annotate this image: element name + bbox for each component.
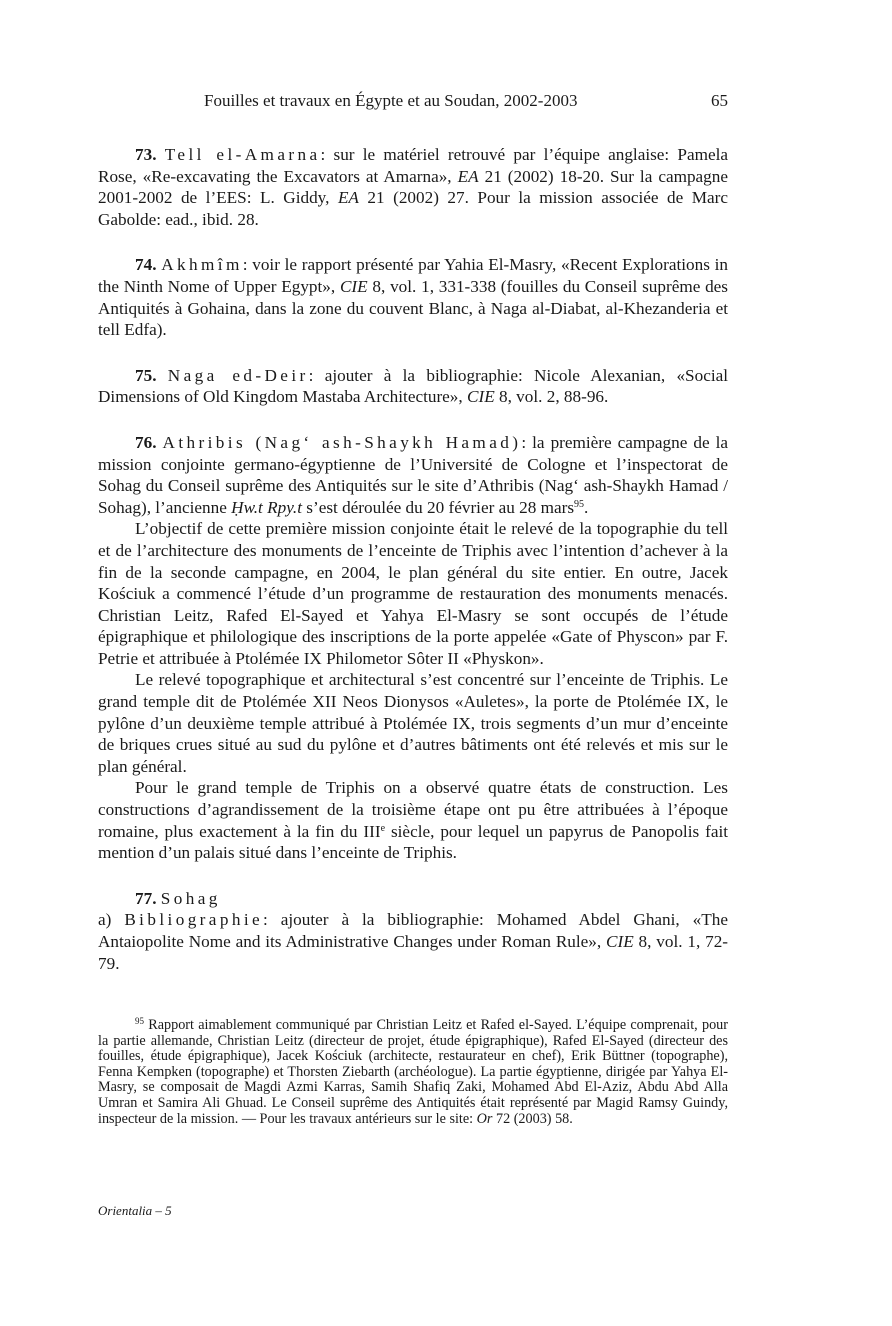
entry-number: 74. <box>135 255 157 275</box>
running-header <box>98 91 728 115</box>
journal-abbrev-2: EA <box>337 188 359 208</box>
entry-75 <box>98 365 728 408</box>
footnote-ref: 95 <box>574 498 585 510</box>
page-number: 65 <box>711 91 728 110</box>
journal-abbrev: Or <box>476 1110 493 1127</box>
paragraph: Le relevé topographique et architectural s’est concentré sur l’enceinte de Triphis. Le grand temple dit de Ptolémée XII Neos Dionysos «Auletes», la porte de Ptolémée IX, le pylône d’un deuxième temple attribué à Ptolémée IX, trois segments d’un mur d’enceinte de briques crues situé au sud du pylône et d’autres bâtiments ont été relevés et mis sur le plan général. <box>98 670 728 776</box>
journal-abbrev: CIE <box>339 276 368 296</box>
entry-text-2: 21 (2002) 18-20. Sur la campagne 2001-2002 de l’EES: L. Giddy, <box>98 166 728 208</box>
entry-74 <box>98 254 728 340</box>
sheet-number: 5 <box>165 1203 172 1218</box>
entry-text: : ajouter à la bibliographie: Mohamed Abdel Ghani, «The Antaiopolite Nome and its Administrative Changes under Roman Rule», <box>98 910 728 951</box>
journal-abbrev: EA <box>457 166 479 186</box>
entry-76 <box>98 432 728 864</box>
entry-number: 77. <box>135 888 157 908</box>
entry-number: 76. <box>135 432 157 452</box>
entry-text: : voir le rapport présenté par Yahia El-Masry, «Recent Explorations in the Ninth Nome of Upper Egypt», <box>98 255 729 296</box>
entry-text-2: 8, vol. 1, 331-338 (fouilles du Conseil suprême des Antiquités à Gohaina, dans la zone du couvent Blanc, à Naga al-Diabat, al-Khezanderia et tell Edfa). <box>98 276 728 340</box>
paragraph: L’objectif de cette première mission conjointe était le relevé de la topographie du tell et de l’architecture des monuments de l’enceinte de Triphis avec l’intention d’achever à la fin de la seconde campagne, en 2004, le plan général du site entier. En outre, Jacek Kościuk a commencé l’étude d’un programme de restauration des monuments menacés. Christian Leitz, Rafed El-Sayed et Yahya El-Masry se sont occupés de l’étude épigraphique et philologique des inscriptions de la porte appelée «Gate of Physcon» par F. Petrie et attribuée à Ptolémée IX Philometor Sôter II «Physkon». <box>98 519 728 668</box>
site-name: Athribis (Nag‘ ash-Shaykh Hamad) <box>162 432 522 452</box>
ancient-name: Ḥw.t Rpy.t <box>231 497 302 517</box>
footnote-text-end: 72 (2003) 58. <box>492 1110 573 1127</box>
subsection-label: a) <box>98 910 125 930</box>
entry-text-3: . <box>584 497 589 517</box>
separator: – <box>152 1203 166 1218</box>
signature-mark <box>98 1203 172 1219</box>
entry-73 <box>98 144 728 230</box>
century-superscript: e <box>380 822 386 834</box>
subsection-title: Bibliographie <box>124 910 264 930</box>
footnote-number: 95 <box>135 1016 144 1026</box>
site-name: Naga ed-Deir <box>167 365 309 385</box>
entry-text-2: 8, vol. 1, 72-79. <box>98 932 729 973</box>
main-text <box>98 144 728 998</box>
entry-77 <box>98 888 728 974</box>
running-title: Fouilles et travaux en Égypte et au Soudan, 2002-2003 <box>204 91 578 110</box>
entry-text-2: s’est déroulée du 20 février au 28 mars <box>301 497 575 517</box>
site-name: Tell el-Amarna <box>164 145 321 164</box>
journal-name: Orientalia <box>98 1203 153 1218</box>
journal-abbrev: CIE <box>606 932 634 951</box>
footnote-text: Rapport aimablement communiqué par Christian Leitz et Rafed el-Sayed. L’équipe comprenait, pour la partie allemande, Christian Leitz (directeur de projet, étude épigraphique), Rafed El-Sayed (directeur des fouilles, étude épigraphique), Jacek Kościuk (architecte, restaurateur en chef), Erik Büttner (topographe), Fenna Kempken (topographe) et Thorsten Ziebarth (archéologue). La partie égyptienne, dirigée par Yahya El-Masry, se composait de Magdi Azmi Karras, Samih Shafiq Zaki, Mohamed Abd El-Aziz, Abdu Abd Alla Umran et Samira Ali Ghuad. Le Conseil suprême des Antiquités était représenté par Magid Ramsy Guindy, inspecteur de la mission. — Pour les travaux antérieurs sur le site: <box>98 1017 728 1127</box>
entry-text: : sur le matériel retrouvé par l’équipe anglaise: Pamela Rose, «Re-excavating the Excavators at Amarna», <box>98 145 729 186</box>
journal-abbrev: CIE <box>467 387 495 407</box>
footnote-95 <box>98 1018 728 1127</box>
entry-text: : ajouter à la bibliographie: Nicole Alexanian, «Social Dimensions of Old Kingdom Mastaba Architecture», <box>98 365 728 407</box>
entry-text: : la première campagne de la mission conjointe germano-égyptienne de l’Université de Cologne et l’inspectorat de Sohag du Conseil suprême des Antiquités sur le site d’Athribis (Nag‘ ash-Shaykh Hamad / Sohag), l’ancienne <box>98 432 729 517</box>
entry-number: 75. <box>135 365 157 385</box>
entry-text-2: 8, vol. 2, 88-96. <box>494 387 609 407</box>
entry-number: 73. <box>135 145 157 164</box>
paragraph <box>98 777 728 863</box>
paragraph-text-2: siècle, pour lequel un papyrus de Panopolis fait mention d’un palais situé dans l’enceinte de Triphis. <box>98 821 729 863</box>
site-name: Sohag <box>160 888 221 908</box>
paragraph-text: Pour le grand temple de Triphis on a observé quatre états de construction. Les constructions d’agrandissement de la troisième étape ont pu être attribuées à l’époque romaine, plus exactement à la fin du III <box>98 778 728 841</box>
site-name: Akhmîm <box>161 255 243 275</box>
entry-text-3: 21 (2002) 27. Pour la mission associée de Marc Gabolde: ead., ibid. 28. <box>98 188 728 229</box>
